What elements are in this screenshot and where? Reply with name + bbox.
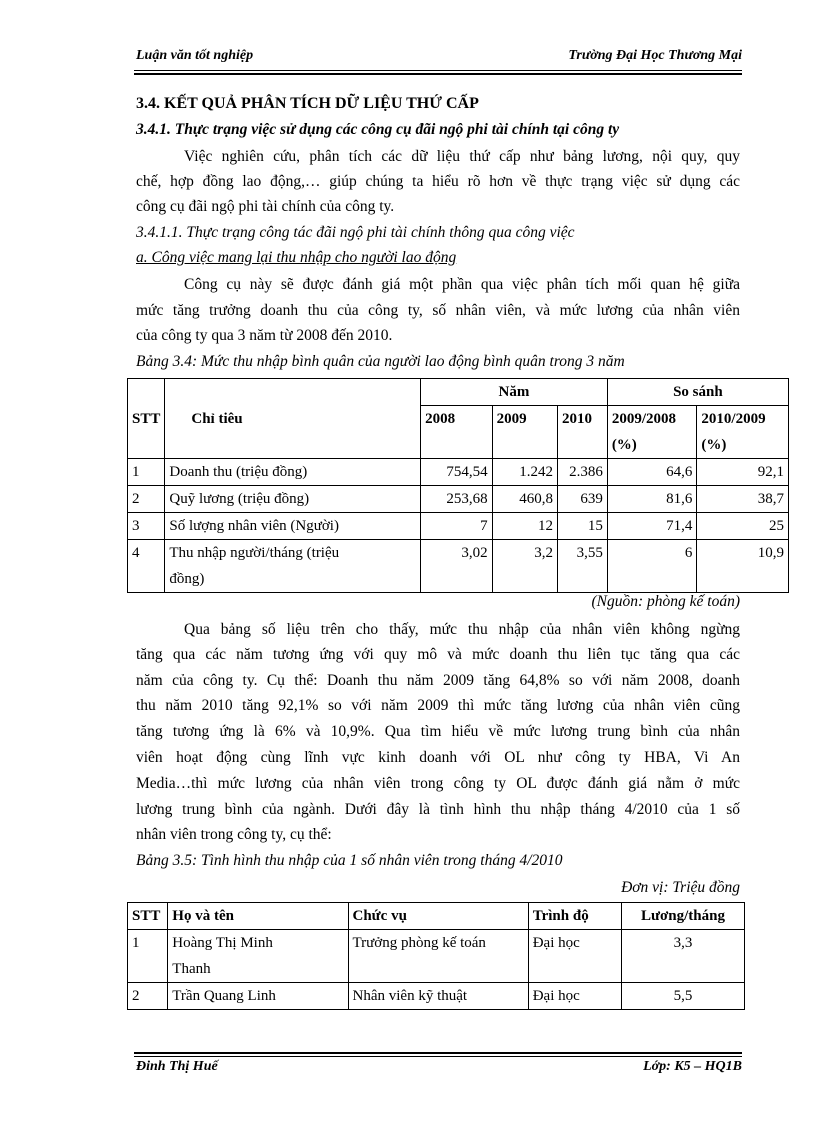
cell-compare-1: 6 <box>607 540 697 593</box>
table-header-row <box>128 903 745 930</box>
para1-line-3: của công ty qua 3 năm từ 2008 đến 2010. <box>136 327 393 344</box>
table2-caption: Bảng 3.5: Tình hình thu nhập của 1 số nhân viên trong tháng 4/2010 <box>136 852 563 869</box>
header-rule-thick <box>134 73 742 75</box>
cell-name <box>168 930 348 983</box>
cell-position: Trưởng phòng kế toán <box>348 930 528 983</box>
cell-education: Đại học <box>528 983 621 1010</box>
th-compare-1-period: 2009/2008 <box>611 411 676 427</box>
intro-line-3: công cụ đãi ngộ phi tài chính của công ty. <box>136 198 395 215</box>
cell-education: Đại học <box>528 930 621 983</box>
cell-2008: 7 <box>421 513 492 540</box>
th-stt: STT <box>128 903 168 930</box>
para2-line-5: tăng tương ứng là 6% và 10,9%. Qua tìm hiểu về mức lương trung bình của nhân <box>136 723 740 740</box>
table1-caption: Bảng 3.4: Mức thu nhập bình quân của người lao động bình quân trong 3 năm <box>136 353 625 370</box>
cell-indicator: Số lượng nhân viên (Người) <box>165 513 421 540</box>
cell-compare-1: 71,4 <box>607 513 697 540</box>
table-row <box>128 459 789 486</box>
cell-indicator: Quỹ lương (triệu đồng) <box>165 486 421 513</box>
th-education: Trình độ <box>528 903 621 930</box>
footer-class: Lớp: K5 – HQ1B <box>643 1059 742 1074</box>
footer-author: Đinh Thị Huế <box>136 1059 218 1074</box>
th-indicator: Chỉ tiêu <box>165 379 421 459</box>
cell-2008: 253,68 <box>421 486 492 513</box>
cell-salary: 5,5 <box>622 983 745 1010</box>
cell-2009: 12 <box>492 513 557 540</box>
para2-line-6: viên hoạt động cùng lĩnh vực kinh doanh với OL như công ty HBA, Vi An <box>136 749 740 766</box>
th-compare-1-unit: (%) <box>611 437 637 453</box>
para2-line-3: năm của công ty. Cụ thể: Doanh thu năm 2009 tăng 64,8% so với năm 2008, doanh <box>136 672 740 689</box>
cell-2009: 460,8 <box>492 486 557 513</box>
cell-2010: 3,55 <box>558 540 608 593</box>
page-footer <box>136 1059 742 1079</box>
salary-table <box>127 902 745 1010</box>
cell-2008: 3,02 <box>421 540 492 593</box>
cell-indicator <box>165 540 421 593</box>
cell-compare-2: 38,7 <box>697 486 789 513</box>
intro-line-2: chế, hợp đồng lao động,… giúp chúng ta hiểu rõ hơn về thực trạng việc sử dụng các <box>136 173 740 190</box>
cell-name-line1: Hoàng Thị Minh <box>172 935 273 951</box>
table-row <box>128 983 745 1010</box>
table-row <box>128 540 789 593</box>
cell-2009: 1.242 <box>492 459 557 486</box>
table1-source: (Nguồn: phòng kế toán) <box>591 593 740 610</box>
subsubsection-title: 3.4.1.1. Thực trạng công tác đãi ngộ phi tài chính thông qua công việc <box>136 224 575 241</box>
th-compare-group: So sánh <box>607 379 788 406</box>
cell-2008: 754,54 <box>421 459 492 486</box>
table-row <box>128 513 789 540</box>
cell-stt: 1 <box>128 459 165 486</box>
cell-2010: 639 <box>558 486 608 513</box>
header-thesis-label: Luận văn tốt nghiệp <box>136 48 254 63</box>
cell-compare-2: 25 <box>697 513 789 540</box>
header-rule <box>134 70 742 71</box>
cell-salary: 3,3 <box>622 930 745 983</box>
cell-name: Trần Quang Linh <box>168 983 348 1010</box>
cell-position: Nhân viên kỹ thuật <box>348 983 528 1010</box>
cell-stt: 3 <box>128 513 165 540</box>
table2-unit: Đơn vị: Triệu đồng <box>621 879 740 896</box>
page-header <box>136 48 742 68</box>
th-year-2010: 2010 <box>558 406 608 459</box>
para2-line-8: lương trung bình của ngành. Dưới đây là tình hình thu nhập tháng 4/2010 của 1 số <box>136 801 740 818</box>
cell-stt: 1 <box>128 930 168 983</box>
table-header-row <box>128 379 789 406</box>
para2-line-9: nhân viên trong công ty, cụ thể: <box>136 826 332 843</box>
cell-2010: 15 <box>558 513 608 540</box>
cell-2010: 2.386 <box>558 459 608 486</box>
cell-name-line2: Thanh <box>172 961 211 977</box>
th-stt: STT <box>128 379 165 459</box>
th-salary: Lương/tháng <box>622 903 745 930</box>
subsection-title: 3.4.1. Thực trạng việc sử dụng các công cụ đãi ngộ phi tài chính tại công ty <box>136 121 620 138</box>
th-compare-2 <box>697 406 789 459</box>
intro-line-1: Việc nghiên cứu, phân tích các dữ liệu thứ cấp như bảng lương, nội quy, quy <box>184 148 740 165</box>
table-row <box>128 930 745 983</box>
footer-rule <box>134 1056 742 1057</box>
income-table <box>127 378 789 593</box>
cell-indicator-line1: Thu nhập người/tháng (triệu <box>169 545 340 561</box>
th-compare-2-unit: (%) <box>701 437 727 453</box>
cell-2009: 3,2 <box>492 540 557 593</box>
th-name: Họ và tên <box>168 903 348 930</box>
para1-line-2: mức tăng trưởng doanh thu của công ty, số nhân viên, và mức lương của nhân viên <box>136 302 740 319</box>
para2-line-2: tăng qua các năm tương ứng với quy mô và mức doanh thu liên tục tăng qua các <box>136 646 740 663</box>
th-compare-2-period: 2010/2009 <box>701 411 766 427</box>
header-university: Trường Đại Học Thương Mại <box>568 48 742 63</box>
cell-indicator: Doanh thu (triệu đồng) <box>165 459 421 486</box>
cell-indicator-line2: đồng) <box>169 571 205 587</box>
para2-line-4: thu năm 2010 tăng 92,1% so với năm 2009 thì mức tăng lương của nhân viên cũng <box>136 697 740 714</box>
cell-stt: 2 <box>128 983 168 1010</box>
item-a-title: a. Công việc mang lại thu nhập cho người lao động <box>136 249 457 266</box>
th-year-2009: 2009 <box>492 406 557 459</box>
th-compare-1 <box>607 406 697 459</box>
th-position: Chức vụ <box>348 903 528 930</box>
footer-rule-thick <box>134 1052 742 1054</box>
para2-line-7: Media…thì mức lương của nhân viên trong công ty OL được đánh giá nằm ở mức <box>136 775 740 792</box>
table-row <box>128 486 789 513</box>
cell-stt: 2 <box>128 486 165 513</box>
cell-compare-2: 92,1 <box>697 459 789 486</box>
th-year-2008: 2008 <box>421 406 492 459</box>
para1-line-1: Công cụ này sẽ được đánh giá một phần qua việc phân tích mối quan hệ giữa <box>184 276 740 293</box>
cell-compare-2: 10,9 <box>697 540 789 593</box>
th-year-group: Năm <box>421 379 608 406</box>
cell-compare-1: 81,6 <box>607 486 697 513</box>
cell-stt: 4 <box>128 540 165 593</box>
cell-compare-1: 64,6 <box>607 459 697 486</box>
para2-line-1: Qua bảng số liệu trên cho thấy, mức thu nhập của nhân viên không ngừng <box>184 621 740 638</box>
section-title: 3.4. KẾT QUẢ PHÂN TÍCH DỮ LIỆU THỨ CẤP <box>136 95 479 112</box>
